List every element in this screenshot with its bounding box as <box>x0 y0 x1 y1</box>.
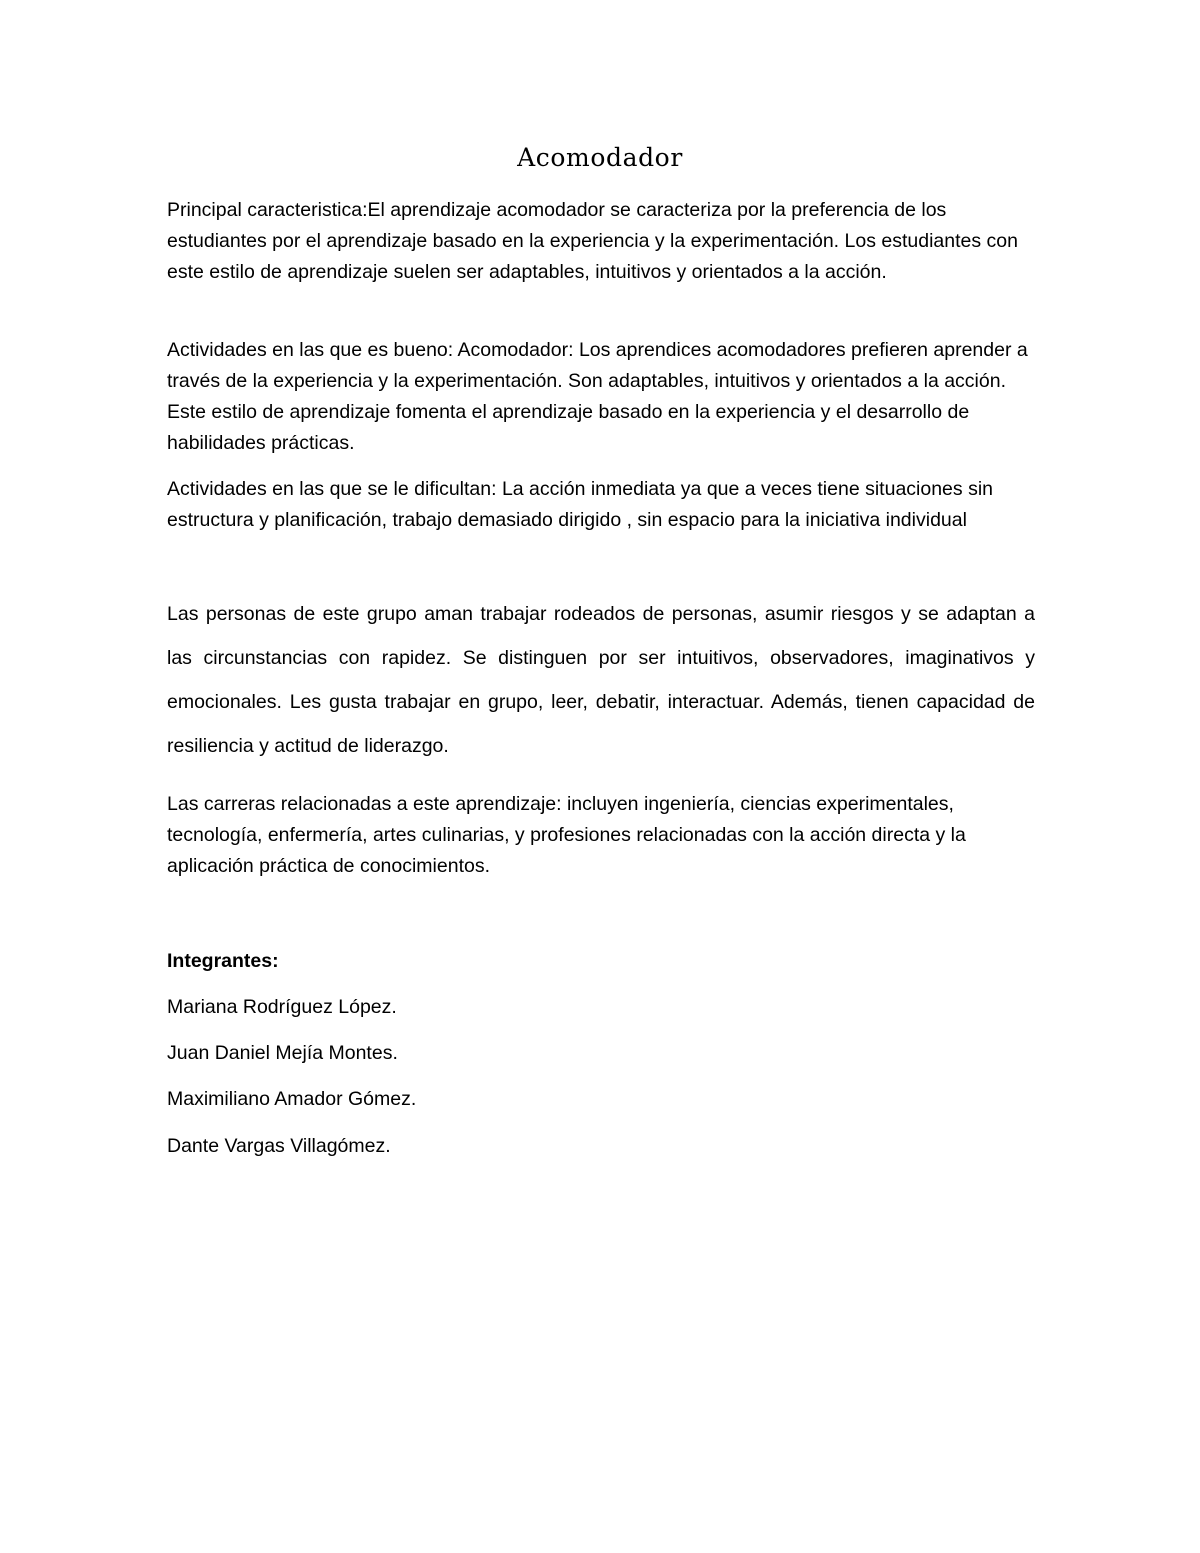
paragraph-group-description: Las personas de este grupo aman trabajar rodeados de personas, asumir riesgos y se adaptan a las circunstancias con rapidez. Se distinguen por ser intuitivos, observadores, imaginativos y emocionales. Les gusta trabajar en grupo, leer, debatir, interactuar. Además, tienen capacidad de resiliencia y actitud de liderazgo. <box>167 603 1035 757</box>
paragraph-difficult-activities: Actividades en las que se le dificultan: La acción inmediata ya que a veces tiene situaciones sin estructura y planificación, trabajo demasiado dirigido , sin espacio para la iniciativa individual <box>167 478 993 531</box>
member-name: Maximiliano Amador Gómez. <box>167 1088 417 1110</box>
members-heading: Integrantes: <box>167 950 279 972</box>
paragraph-related-careers: Las carreras relacionadas a este aprendizaje: incluyen ingeniería, ciencias experimentales, tecnología, enfermería, artes culinarias, y profesiones relacionadas con la acción directa y la aplicación práctica de conocimientos. <box>167 793 966 877</box>
paragraph-good-activities: Actividades en las que es bueno: Acomodador: Los aprendices acomodadores prefieren aprender a través de la experiencia y la experimentación. Son adaptables, intuitivos y orientados a la acción. Este estilo de aprendizaje fomenta el aprendizaje basado en la experiencia y el desarrollo de habilidades prácticas. <box>167 339 1028 454</box>
member-name: Juan Daniel Mejía Montes. <box>167 1042 398 1064</box>
paragraph-main-characteristic: Principal caracteristica:El aprendizaje acomodador se caracteriza por la preferencia de los estudiantes por el aprendizaje basado en la experiencia y la experimentación. Los estudiantes con este estilo de aprendizaje suelen ser adaptables, intuitivos y orientados a la acción. <box>167 199 1018 283</box>
document-title: Acomodador <box>517 143 683 172</box>
member-name: Mariana Rodríguez López. <box>167 996 397 1018</box>
member-name: Dante Vargas Villagómez. <box>167 1135 391 1157</box>
